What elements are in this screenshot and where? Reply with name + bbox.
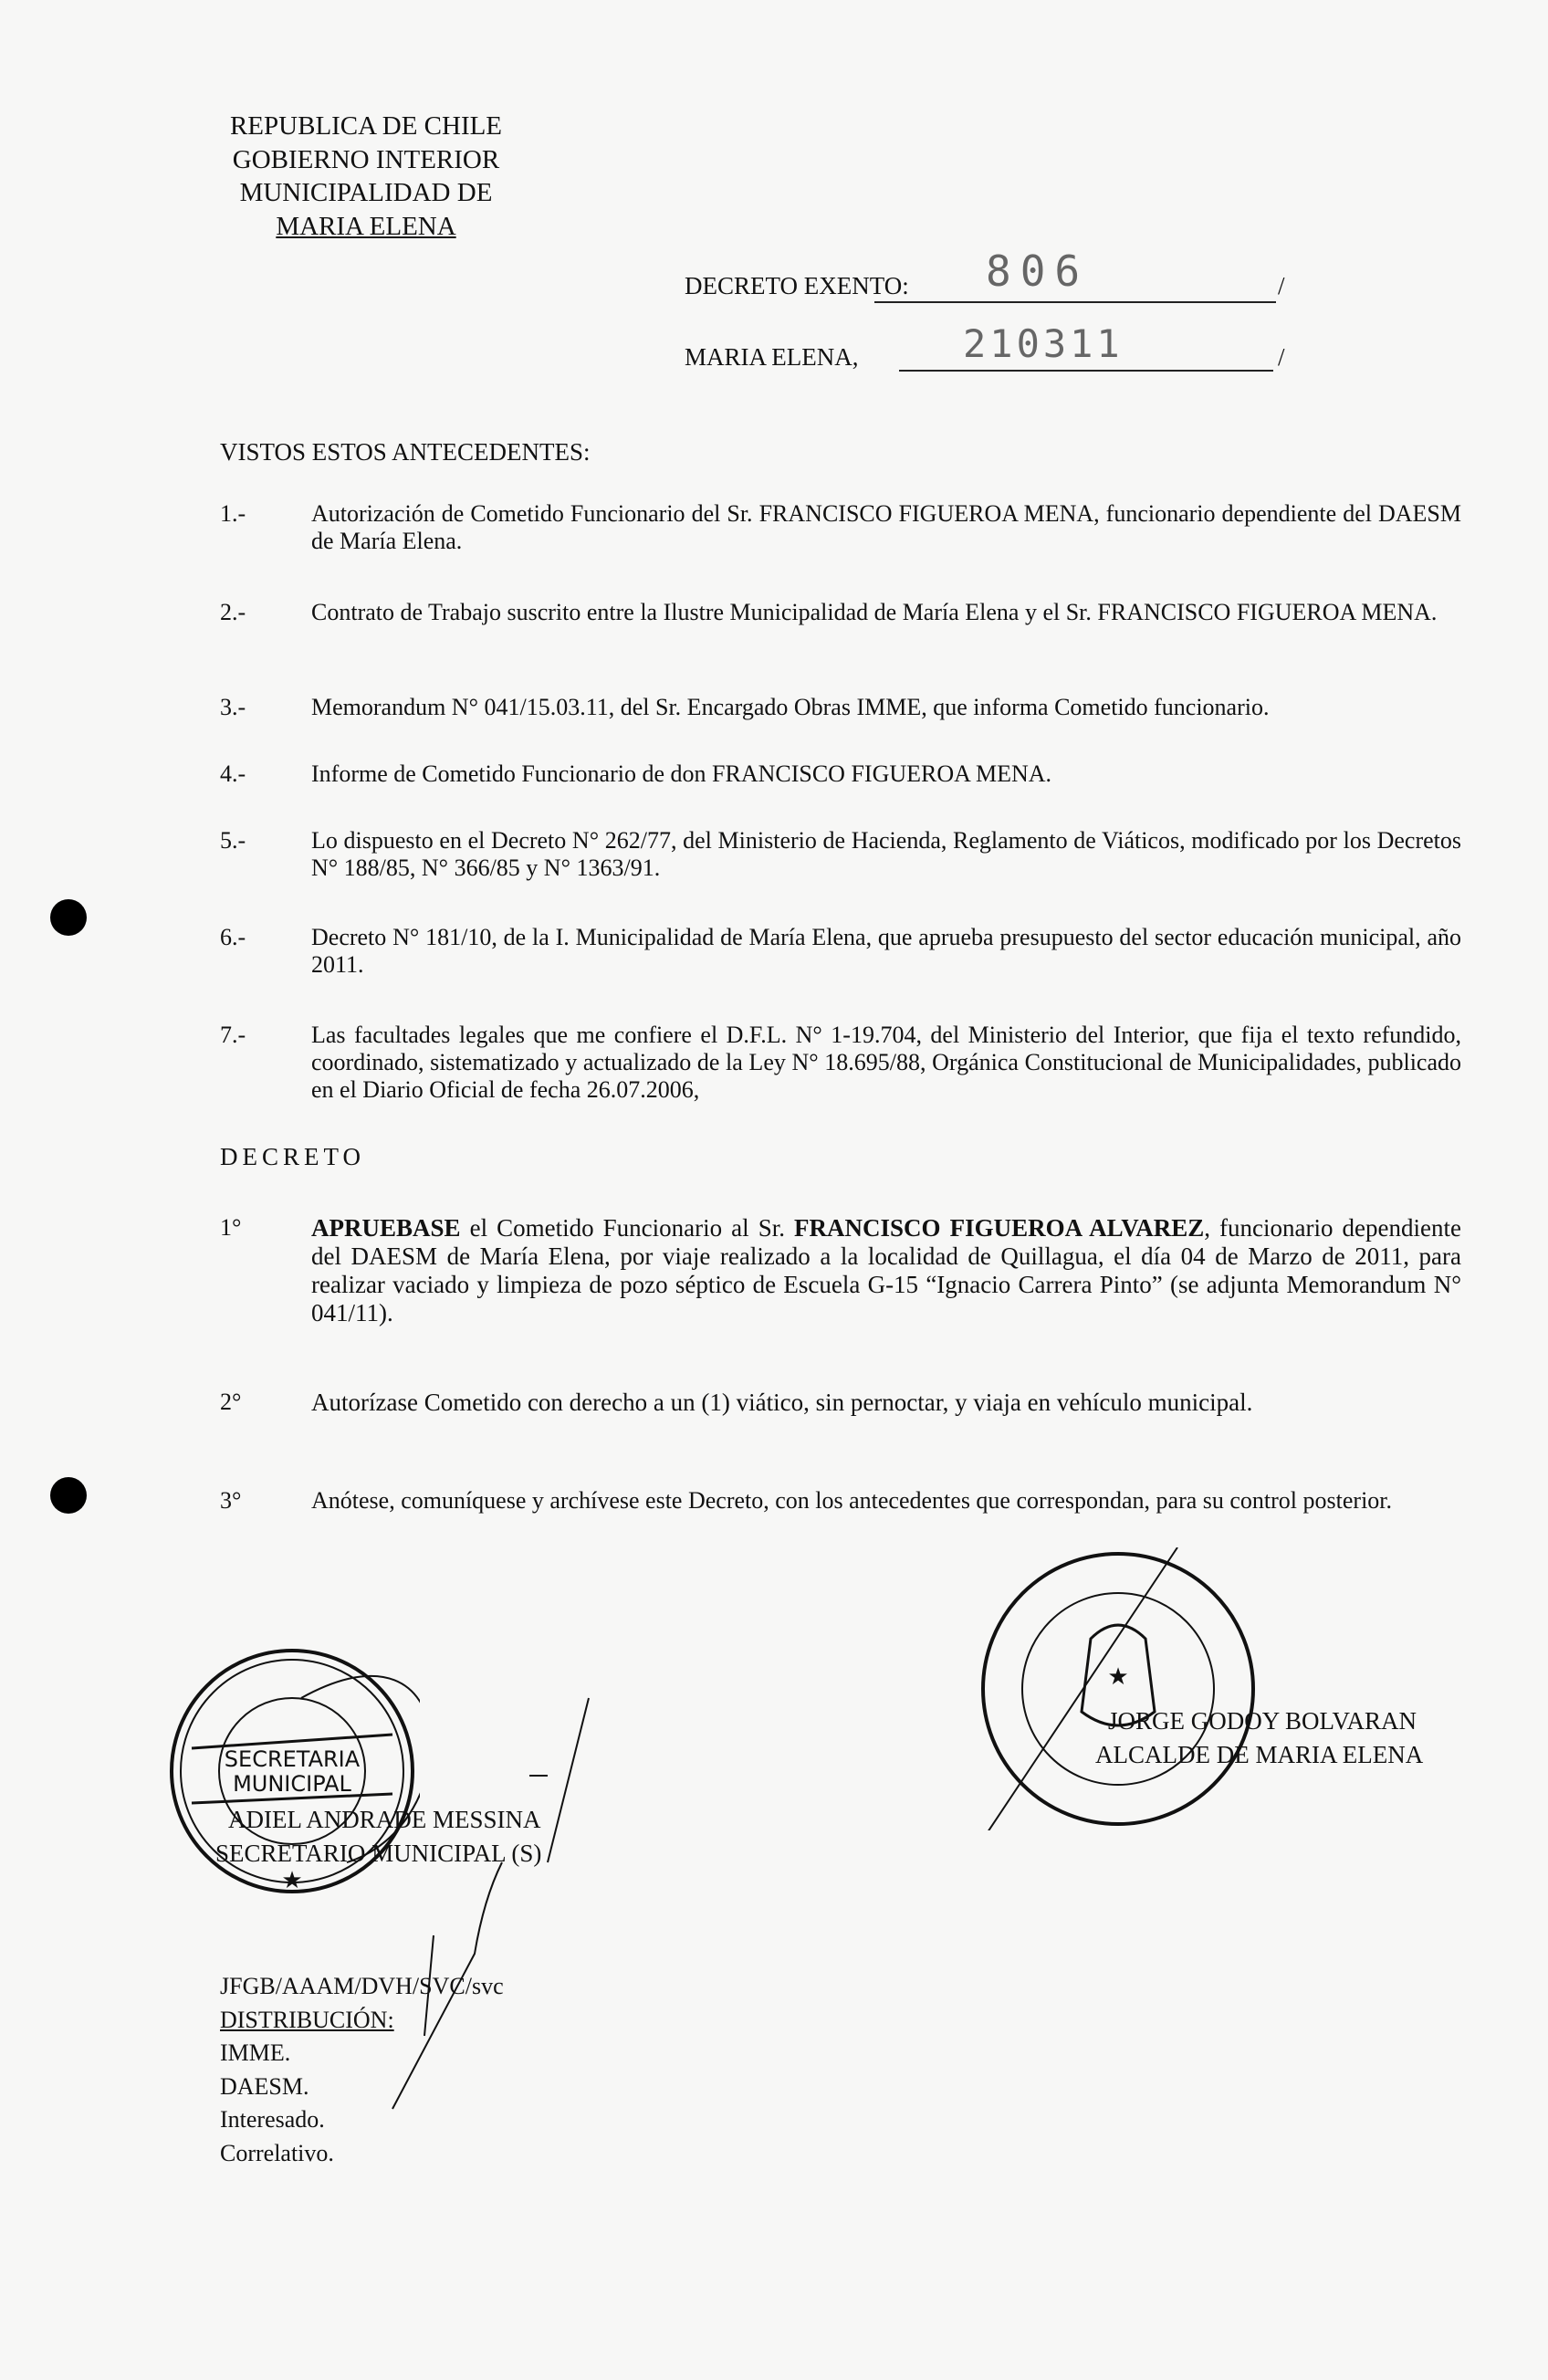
vistos-item-text: Memorandum N° 041/15.03.11, del Sr. Encargado Obras IMME, que informa Cometido funcionario. (311, 694, 1270, 720)
decree-number-line (874, 301, 1276, 303)
decreto-text-part: el Cometido Funcionario al Sr. (460, 1214, 795, 1242)
vistos-item-text: Informe de Cometido Funcionario de don FRANCISCO FIGUEROA MENA. (311, 760, 1052, 787)
vistos-item-text: Contrato de Trabajo suscrito entre la Ilustre Municipalidad de María Elena y el Sr. FRANCISCO FIGUEROA MENA. (311, 599, 1438, 625)
decreto-item-number: 2° (220, 1389, 242, 1415)
recipient: Correlativo. (220, 2139, 334, 2166)
secretary-name: ADIEL ANDRADE MESSINA (228, 1806, 541, 1833)
header-line-republic: REPUBLICA DE CHILE (229, 111, 503, 141)
vistos-item-number: 2.- (220, 599, 246, 625)
mayor-title: ALCALDE DE MARIA ELENA (1095, 1741, 1424, 1768)
employee-name: FRANCISCO FIGUEROA ALVAREZ (794, 1214, 1205, 1242)
decree-date-label: MARIA ELENA, (685, 343, 859, 371)
recipient: Interesado. (220, 2106, 325, 2134)
vistos-item-number: 5.- (220, 827, 246, 854)
vistos-item-number: 3.- (220, 694, 246, 720)
mayor-stamp (977, 1547, 1260, 1830)
vistos-item-text: Lo dispuesto en el Decreto N° 262/77, del Ministerio de Hacienda, Reglamento de Viáticos, modificado por los Decretos N° 188/85, N° 366/85 y N° 1363/91. (311, 827, 1461, 881)
hole-punch (50, 899, 87, 936)
decreto-item-text: Anótese, comuníquese y archívese este Decreto, con los antecedentes que correspondan, para su control posterior. (311, 1487, 1393, 1514)
decreto-text-part: , funcionario dependiente del DAESM de María Elena, por viaje realizado a la localidad de Quillagua, el día 04 de Marzo de 2011, para realizar vaciado y limpieza de pozo séptico de Escuela G-15 “Ignacio Carrera Pinto” (se adjunta Memorandum N° 041/11). (311, 1214, 1461, 1326)
decreto-item-number: 3° (220, 1487, 242, 1514)
vistos-heading: VISTOS ESTOS ANTECEDENTES: (220, 438, 591, 466)
svg-text:MUNICIPAL: MUNICIPAL (233, 1771, 351, 1797)
secretary-title: SECRETARIO MUNICIPAL (S) (215, 1840, 542, 1867)
initials-reference: JFGB/AAAM/DVH/SVC/svc (220, 1973, 504, 1999)
decree-date-line (899, 370, 1273, 372)
hole-punch (50, 1477, 87, 1514)
decreto-item-text: Autorízase Cometido con derecho a un (1) viático, sin pernoctar, y viaja en vehículo municipal. (311, 1389, 1253, 1416)
recipient: IMME. (220, 2039, 291, 2067)
svg-text:SECRETARIA: SECRETARIA (224, 1746, 361, 1772)
decreto-item-text (311, 1214, 1461, 1327)
vistos-item-text: Las facultades legales que me confiere el D.F.L. N° 1-19.704, del Ministerio del Interior, que fija el texto refundido, coordinado, sistematizado y actualizado de la Ley N° 18.695/88, Orgánica Constitucional de Municipalidades, publicado en el Diario Oficial de fecha 26.07.2006, (311, 1022, 1461, 1103)
recipient: DAESM. (220, 2072, 309, 2100)
header-line-government: GOBIERNO INTERIOR (232, 144, 500, 174)
distribution-label: DISTRIBUCIÓN: (220, 2006, 394, 2033)
decreto-heading: DECRETO (220, 1143, 366, 1170)
initials-signature (365, 1844, 548, 2118)
vistos-item-text: Autorización de Cometido Funcionario del Sr. FRANCISCO FIGUEROA MENA, funcionario dependiente del DAESM de María Elena. (311, 500, 1461, 554)
issuer-header (220, 110, 512, 243)
decree-number-value: 806 (986, 246, 1090, 296)
vistos-item-number: 6.- (220, 924, 246, 950)
header-line-municipality: MUNICIPALIDAD DE (239, 178, 493, 207)
vistos-item-text: Decreto N° 181/10, de la I. Municipalidad de María Elena, que aprueba presupuesto del sector educación municipal, año 2011. (311, 924, 1461, 978)
decree-date-value: 210311 (963, 321, 1124, 366)
decreto-item-number: 1° (220, 1214, 242, 1241)
vistos-item-number: 1.- (220, 500, 246, 527)
svg-text:★: ★ (281, 1867, 303, 1893)
decree-date-slash: / (1278, 343, 1285, 371)
mayor-name: JORGE GODOY BOLVARAN (1108, 1707, 1417, 1735)
header-line-town: MARIA ELENA (276, 211, 456, 241)
vistos-item-number: 4.- (220, 760, 246, 787)
decree-number-label: DECRETO EXENTO: (685, 272, 909, 299)
decree-number-slash: / (1278, 272, 1285, 299)
svg-text:★: ★ (1107, 1663, 1129, 1690)
approve-keyword: APRUEBASE (311, 1214, 461, 1242)
vistos-item-number: 7.- (220, 1022, 246, 1048)
